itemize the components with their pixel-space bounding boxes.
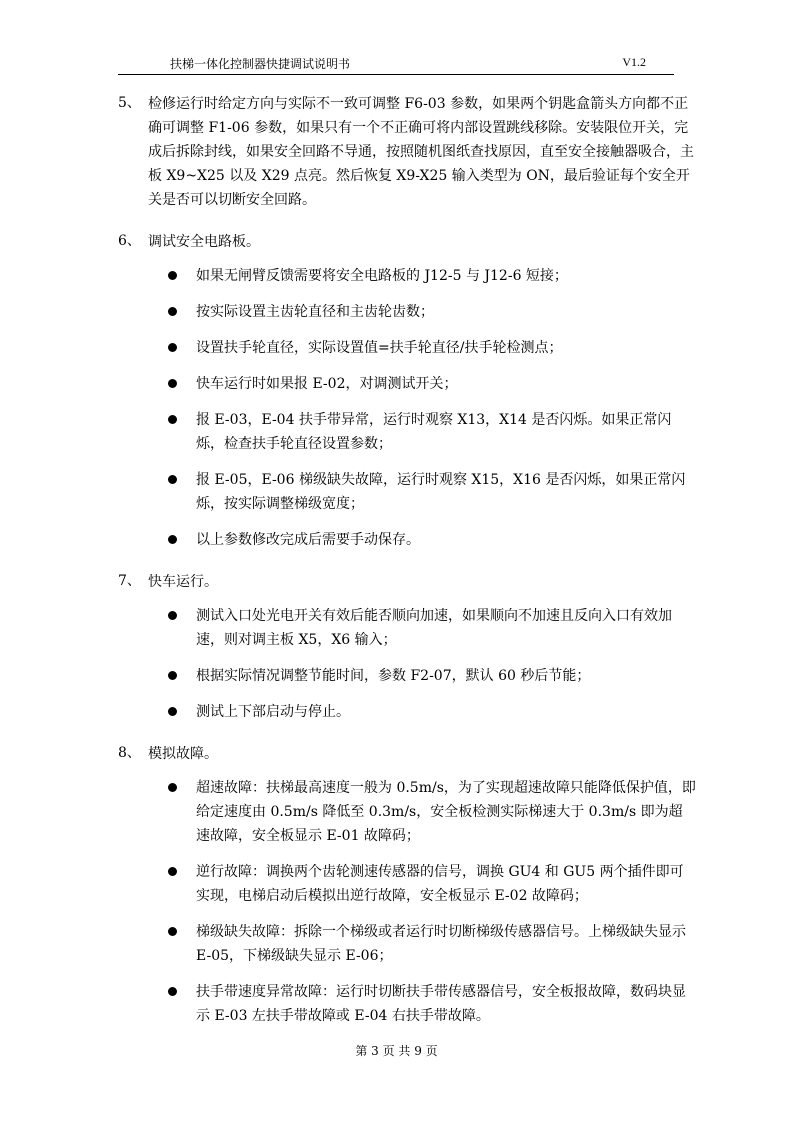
section-text: 检修运行时给定方向与实际不一致可调整 F6-03 参数，如果两个钥匙盒箭头方向都不正确可调整 F1-06 参数，如果只有一个不正确可将内部设置跳线移除。安装限位开关，完成后拆除封线，如果安全回路不导通，按照随机图纸查找原因，直至安全接触器吸合，主板 X9~X25 以及 X29 点亮。然后恢复 X9-X25 输入类型为 ON，最后验证每个安全开关是否可以切断安全回路。: [148, 96, 694, 208]
page-number: 第 3 页 共 9 页: [355, 1044, 438, 1058]
list-item: [196, 860, 696, 908]
bullet-icon: [168, 611, 177, 620]
list-item-text: 按实际设置主齿轮直径和主齿轮齿数；: [196, 304, 434, 320]
bullet-icon: [168, 379, 177, 388]
list-item-text: 设置扶手轮直径，实际设置值=扶手轮直径/扶手轮检测点；: [196, 340, 563, 356]
bullet-icon: [168, 707, 177, 716]
page-content: [118, 92, 698, 1046]
section-8: [118, 742, 698, 1028]
bullet-icon: [168, 271, 177, 280]
section-heading: 快车运行。: [148, 574, 218, 590]
list-item-text: 报 E-05，E-06 梯级缺失故障，运行时观察 X15，X16 是否闪烁，如果正常闪烁，按实际调整梯级宽度；: [196, 472, 686, 512]
list-item: [196, 700, 696, 724]
bullet-icon: [168, 475, 177, 484]
list-item-text: 逆行故障：调换两个齿轮测速传感器的信号，调换 GU4 和 GU5 两个插件即可实现，电梯启动后模拟出逆行故障，安全板显示 E-02 故障码；: [196, 864, 684, 904]
bullet-icon: [168, 783, 177, 792]
list-item-text: 测试上下部启动与停止。: [196, 704, 350, 720]
document-title: 扶梯一体化控制器快捷调试说明书: [170, 57, 351, 71]
bullet-list: [118, 264, 698, 552]
bullet-icon: [168, 987, 177, 996]
list-item: [196, 664, 696, 688]
bullet-icon: [168, 535, 177, 544]
list-item: [196, 528, 696, 552]
list-item: [196, 604, 696, 652]
bullet-icon: [168, 307, 177, 316]
list-item: [196, 468, 696, 516]
section-heading: 调试安全电路板。: [148, 234, 260, 250]
bullet-icon: [168, 671, 177, 680]
section-heading: 模拟故障。: [148, 746, 218, 762]
list-item-text: 扶手带速度异常故障：运行时切断扶手带传感器信号，安全板报故障，数码块显示 E-03 左扶手带故障或 E-04 右扶手带故障。: [196, 984, 686, 1024]
list-item: [196, 372, 696, 396]
bullet-icon: [168, 415, 177, 424]
list-item-text: 根据实际情况调整节能时间，参数 F2-07，默认 60 秒后节能；: [196, 668, 591, 684]
document-version: V1.2: [622, 55, 646, 69]
list-item-text: 以上参数修改完成后需要手动保存。: [196, 532, 420, 548]
list-item: [196, 920, 696, 968]
section-6: [118, 230, 698, 552]
page-footer: [0, 1042, 793, 1059]
bullet-icon: [168, 867, 177, 876]
list-item-text: 梯级缺失故障：拆除一个梯级或者运行时切断梯级传感器信号。上梯级缺失显示 E-05，下梯级缺失显示 E-06；: [196, 924, 686, 964]
section-7: [118, 570, 698, 724]
list-item-text: 超速故障：扶梯最高速度一般为 0.5m/s，为了实现超速故障只能降低保护值，即给定速度由 0.5m/s 降低至 0.3m/s，安全板检测实际梯速大于 0.3m/s 即为超速故障，安全板显示 E-01 故障码；: [196, 780, 696, 844]
bullet-icon: [168, 927, 177, 936]
section-number: 7、: [118, 573, 141, 589]
list-item-text: 测试入口处光电开关有效后能否顺向加速，如果顺向不加速且反向入口有效加速，则对调主板 X5，X6 输入；: [196, 608, 672, 648]
list-item-text: 报 E-03，E-04 扶手带异常，运行时观察 X13，X14 是否闪烁。如果正常闪烁，检查扶手轮直径设置参数；: [196, 412, 672, 452]
list-item: [196, 336, 696, 360]
bullet-list: [118, 604, 698, 724]
section-5: [118, 92, 698, 212]
list-item-text: 快车运行时如果报 E-02，对调测试开关；: [196, 376, 458, 392]
bullet-icon: [168, 343, 177, 352]
bullet-list: [118, 776, 698, 1028]
list-item: [196, 776, 696, 848]
section-number: 8、: [118, 745, 141, 761]
list-item-text: 如果无闸臂反馈需要将安全电路板的 J12-5 与 J12-6 短接；: [196, 268, 568, 284]
list-item: [196, 980, 696, 1028]
list-item: [196, 264, 696, 288]
page-header: [118, 52, 674, 75]
section-number: 6、: [118, 233, 141, 249]
list-item: [196, 300, 696, 324]
section-number: 5、: [118, 95, 141, 111]
list-item: [196, 408, 696, 456]
